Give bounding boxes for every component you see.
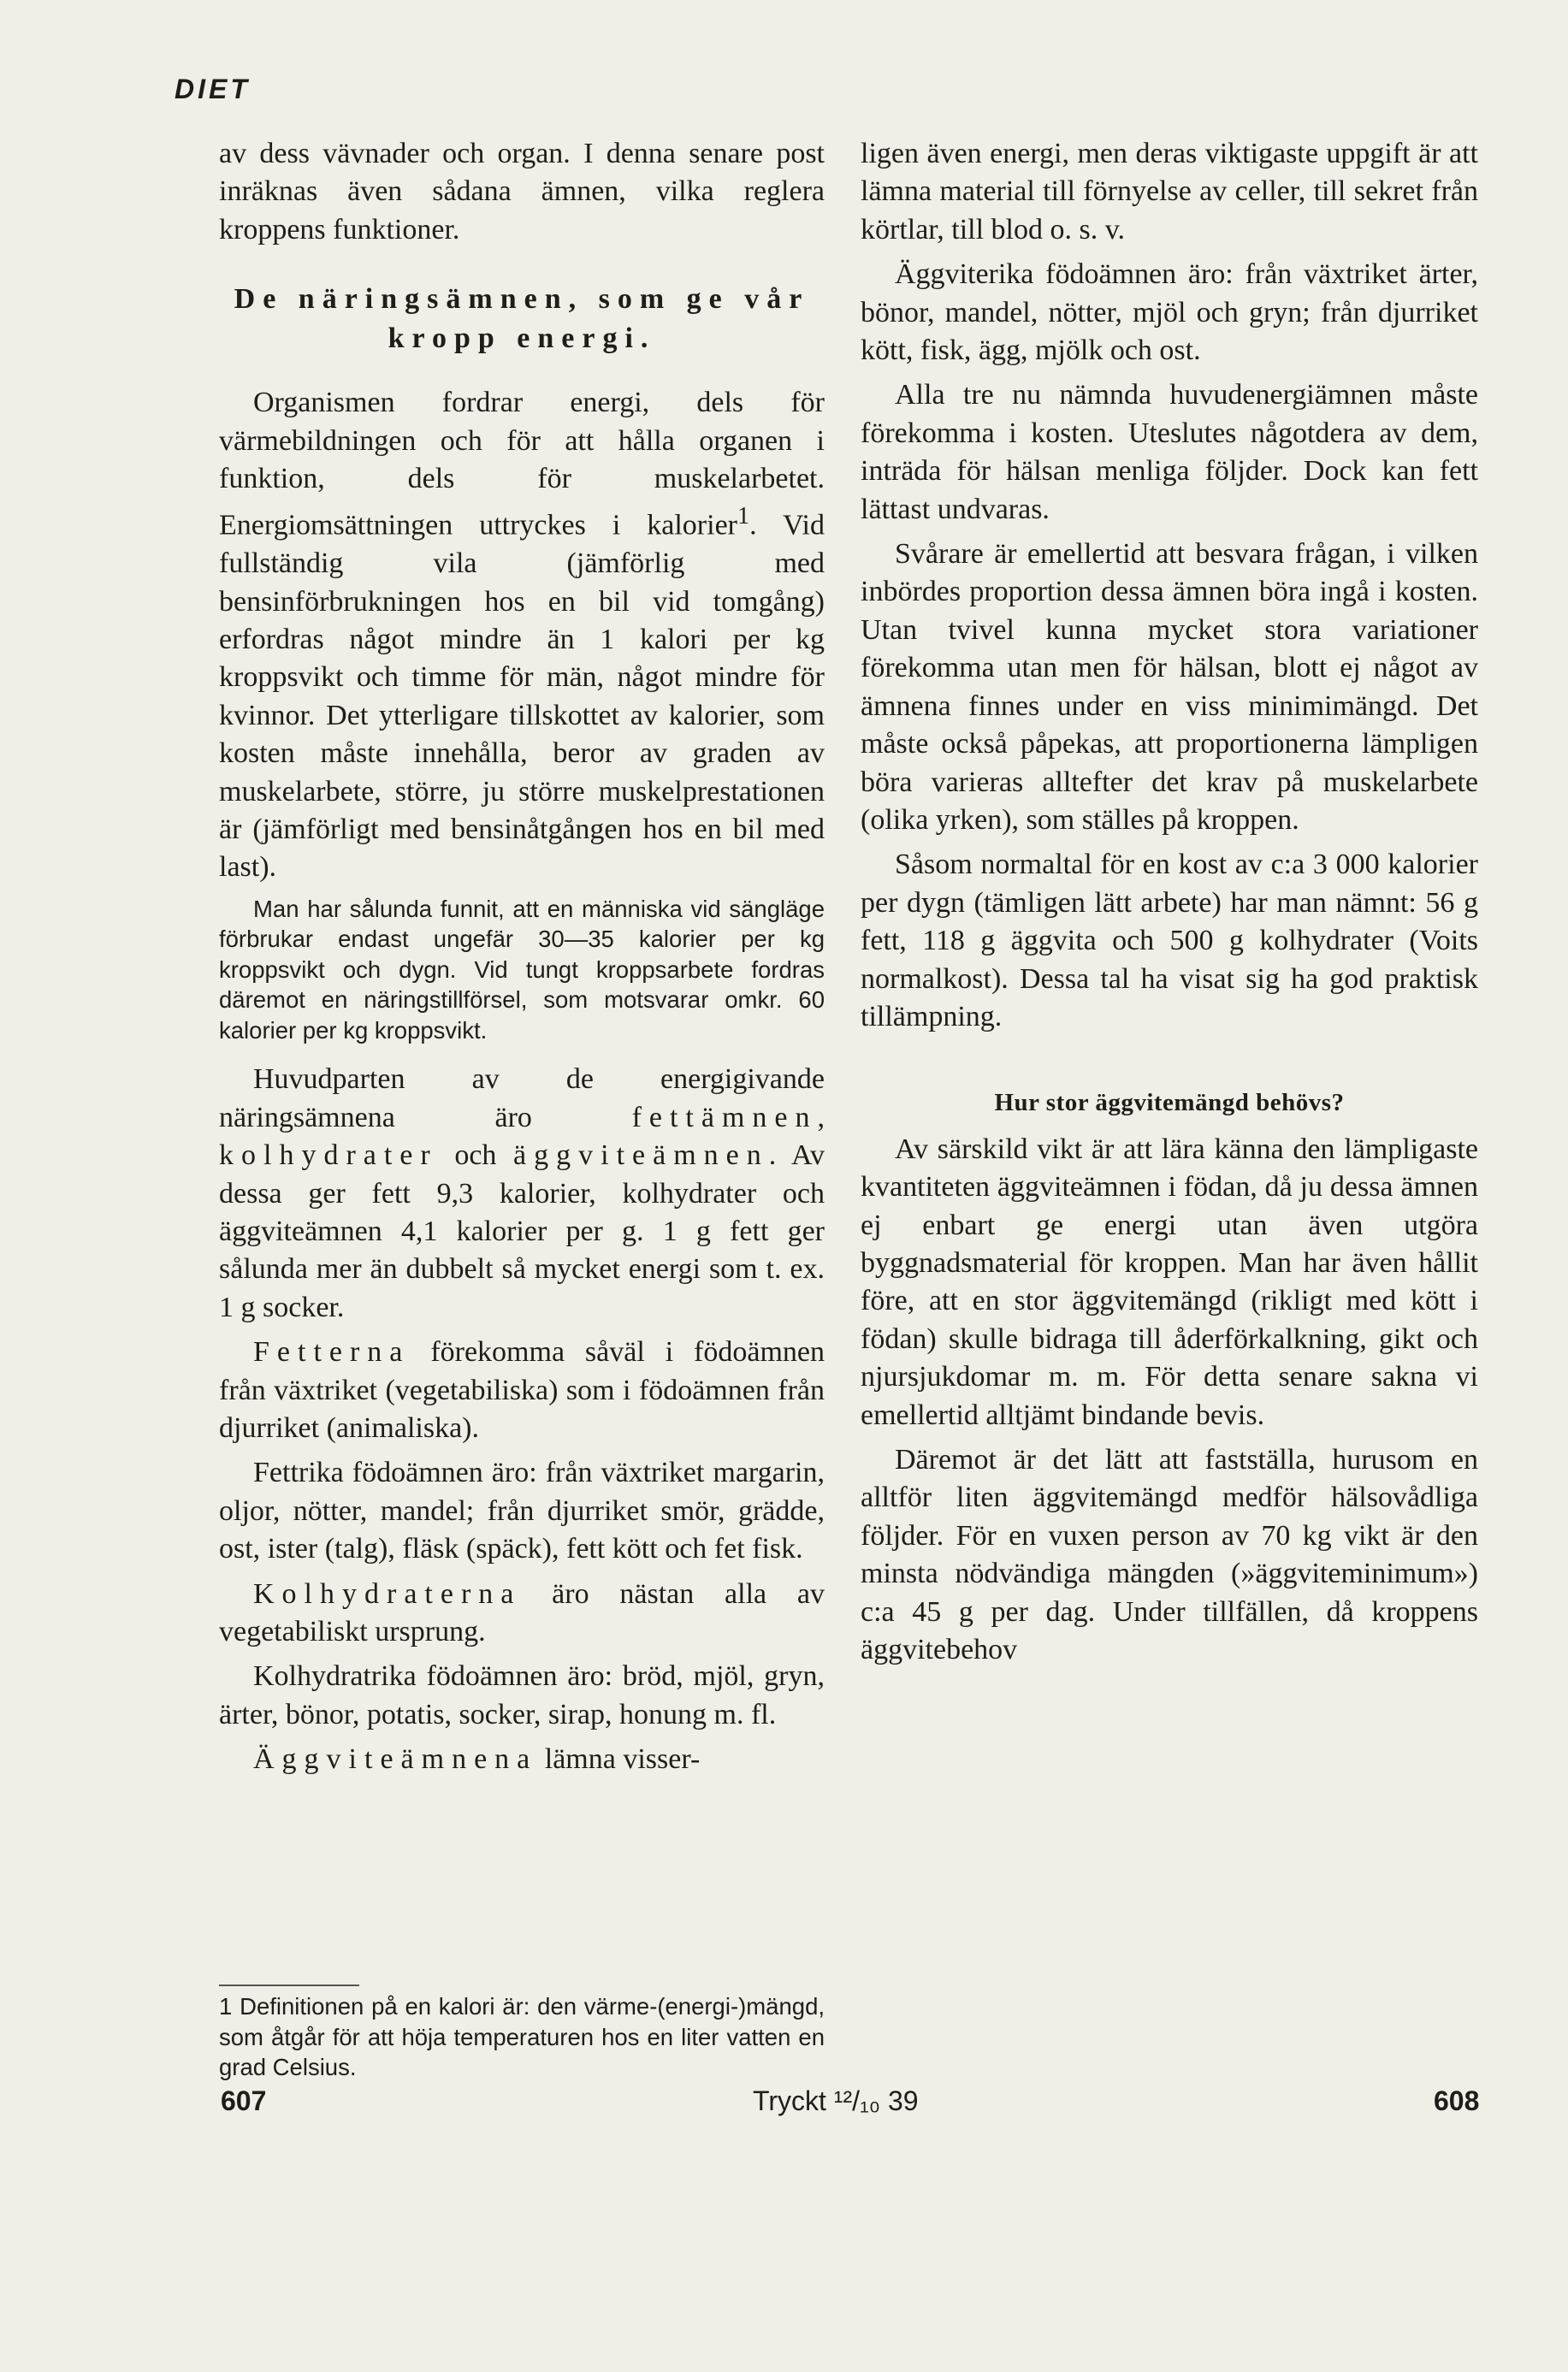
left-paragraph-1: av dess vävnader och organ. I denna senare post inräknas även sådana ämnen, vilka reglera kroppens funktioner. [219, 138, 825, 245]
left-paragraph-5: Fettrika födoämnen äro: från växtriket margarin, oljor, nötter, mandel; från djurriket smör, grädde, ost, ister (talg), fläsk (späck), fett kött och fet fisk. [219, 1457, 825, 1565]
left-column [219, 135, 825, 1786]
footnote-mark: 1 [219, 1993, 233, 2020]
term-aggviteamnena: Äggviteämnena [253, 1743, 538, 1776]
question-heading: Hur stor äggvitemängd behövs? [994, 1089, 1345, 1117]
p2-text-a: Organismen fordrar energi, dels för värmebildningen och för att hålla organen i funktion, dels för muskelarbetet. Energiomsättningen uttryckes i kalorier [219, 387, 825, 541]
p3-sep1: , [817, 1101, 825, 1133]
right-paragraph-4: Svårare är emellertid att besvara frågan, i vilken inbördes proportion dessa ämnen böra ingå i kosten. Utan tvivel kunna mycket stora variationer förekomma utan men för hälsan, blott ej något av ämnena finnes under en viss minimimängd. Det måste också påpekas, att proportionerna lämpligen böra varieras alltefter det krav på muskelarbete (olika yrken), som ställes på kroppen. [861, 538, 1478, 836]
p3-sep2: och [454, 1139, 497, 1172]
left-paragraph-2 [219, 384, 825, 887]
term-fetterna: Fetterna [253, 1336, 411, 1369]
page-number-right: 608 [1434, 2085, 1480, 2116]
print-date: Tryckt ¹²/₁₀ 39 [753, 2085, 919, 2116]
term-aggviteamnen: äggviteämnen [513, 1139, 769, 1172]
left-paragraph-3 [219, 1061, 825, 1327]
right-column [861, 135, 1478, 1676]
p4-rest: förekomma såväl i födoämnen från växtriket (vegetabiliska) som i födoämnen från djurriket (animaliska). [219, 1336, 825, 1444]
footnote-reference[interactable]: 1 [737, 503, 750, 530]
right-paragraph-6: Av särskild vikt är att lära känna den lämpligaste kvantiteten äggviteämnen i födan, då ju dessa ämnen ej enbart ge energi utan även utgöra byggnadsmaterial för kroppen. Man har även hållit före, att en stor äggvitemängd (rikligt med kött i födan) skulle bidraga till åderförkalkning, gikt och njursjukdomar m. m. För detta senare sakna vi emellertid alltjämt bindande bevis. [861, 1133, 1478, 1431]
p3-rest: . Av dessa ger fett 9,3 kalorier, kolhydrater och äggviteämnen 4,1 kalorier per g. 1 g fett ger sålunda mer än dubbelt så mycket energi som t. ex. 1 g socker. [219, 1139, 825, 1323]
left-paragraph-6 [219, 1576, 825, 1652]
left-paragraph-8 [219, 1741, 825, 1778]
footnote-text: Definitionen på en kalori är: den värme-(energi-)mängd, som åtgår för att höja temperaturen hos en liter vatten en grad Celsius. [219, 1993, 825, 2080]
right-paragraph-7: Däremot är det lätt att fastställa, hurusom en alltför liten äggvitemängd medför hälsovådliga följder. För en vuxen person av 70 kg vikt är den minsta nödvändiga mängden (»äggviteminimum») c:a 45 g per dag. Under tillfällen, då kroppens äggvitebehov [861, 1444, 1478, 1666]
right-paragraph-3: Alla tre nu nämnda huvudenergiämnen måste förekomma i kosten. Uteslutes någotdera av dem, inträda för hälsan menliga följder. Dock kan fett lättast undvaras. [861, 379, 1478, 525]
footnote-divider [219, 1985, 359, 1986]
page-number-left: 607 [221, 2085, 267, 2116]
small-print-note: Man har sålunda funnit, att en människa vid sängläge förbrukar endast ungefär 30—35 kalorier per kg kroppsvikt och dygn. Vid tungt kroppsarbete fordras däremot en näringstillförsel, som motsvarar omkr. 60 kalorier per kg kroppsvikt. [219, 895, 825, 1044]
footnote [219, 1991, 825, 2083]
p3-intro: Huvudparten av de energigivande näringsämnena äro [219, 1063, 825, 1133]
right-paragraph-5: Såsom normaltal för en kost av c:a 3 000 kalorier per dygn (tämligen lätt arbete) har man nämnt: 56 g fett, 118 g äggvita och 500 g kolhydrater (Voits normalkost). Dessa tal ha visat sig ha god praktisk tillämpning. [861, 849, 1478, 1032]
term-kolhydrater: kolhydrater [219, 1139, 438, 1172]
p6-rest: äro nästan alla av vegetabiliskt ursprung. [219, 1577, 825, 1648]
left-paragraph-4 [219, 1334, 825, 1447]
left-paragraph-7: Kolhydratrika födoämnen äro: bröd, mjöl, gryn, ärter, bönor, potatis, socker, sirap, honung m. fl. [219, 1660, 825, 1730]
right-paragraph-1: ligen även energi, men deras viktigaste uppgift är att lämna material till förnyelse av celler, till sekret från körtlar, till blod o. s. v. [861, 138, 1478, 245]
running-header: DIET [175, 74, 251, 104]
term-kolhydraterna: Kolhydraterna [253, 1577, 522, 1610]
p2-text-b: . Vid fullständig vila (jämförlig med bensinförbrukningen hos en bil vid tomgång) erfordras något mindre än 1 kalori per kg kroppsvikt och timme för män, något mindre för kvinnor. Det ytterligare tillskottet av kalorier, som kosten måste innehålla, beror av graden av muskelarbete, större, ju större muskelprestationen är (jämförligt med bensinåtgången hos en bil med last). [219, 509, 825, 884]
right-paragraph-2: Äggviterika födoämnen äro: från växtriket ärter, bönor, mandel, nötter, mjöl och gryn; från djurriket kött, fisk, ägg, mjölk och ost. [861, 258, 1478, 367]
p8-rest: lämna visser- [544, 1743, 701, 1776]
term-fettamnen: fettämnen [631, 1101, 818, 1133]
section-subheading: De näringsämnen, som ge vår kropp energi. [234, 283, 810, 355]
